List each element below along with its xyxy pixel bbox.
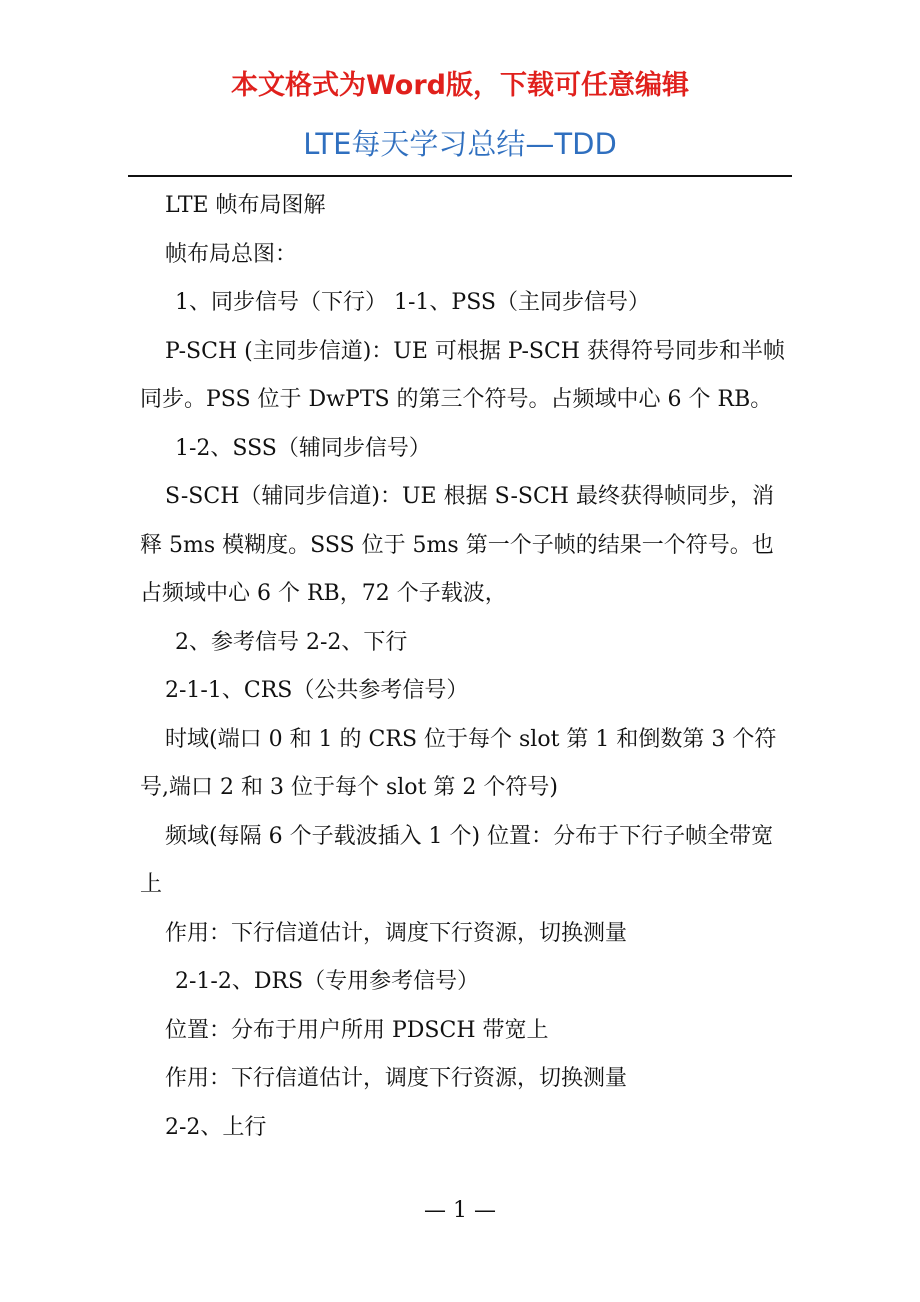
paragraph-14: 作用：下行信道估计，调度下行资源，切换测量 xyxy=(165,1066,628,1091)
paragraph-2: 帧布局总图： xyxy=(165,241,298,267)
paragraph-8: 2-1-1、CRS（公共参考信号） xyxy=(165,678,469,703)
download-banner: 本文格式为Word版，下载可任意编辑 xyxy=(230,70,689,101)
document-title: LTE每天学习总结—TDD xyxy=(303,127,617,161)
paragraph-9: 时域(端口 0 和 1 的 CRS 位于每个 slot 第 1 和倒数第 3 个符号,端口 2 和 3 位于每个 slot 第 2 个符号) xyxy=(140,726,777,800)
paragraph-1: LTE 帧布局图解 xyxy=(165,193,326,218)
document-body xyxy=(140,182,792,1152)
paragraph-15: 2-2、上行 xyxy=(165,1114,267,1140)
paragraph-10: 频域(每隔 6 个子载波插入 1 个) 位置：分布于下行子帧全带宽上 xyxy=(140,823,774,897)
paragraph-12: 2-1-2、DRS（专用参考信号） xyxy=(175,969,480,994)
paragraph-4: P-SCH (主同步信道)：UE 可根据 P-SCH 获得符号同步和半帧同步。PSS 位于 DwPTS 的第三个符号。占频域中心 6 个 RB。 xyxy=(140,338,785,412)
paragraph-5: 1-2、SSS（辅同步信号） xyxy=(175,435,431,461)
paragraph-13: 位置：分布于用户所用 PDSCH 带宽上 xyxy=(165,1017,549,1043)
paragraph-7: 2、参考信号 2-2、下行 xyxy=(175,629,408,655)
paragraph-11: 作用：下行信道估计，调度下行资源，切换测量 xyxy=(165,920,628,946)
title-divider xyxy=(128,175,792,177)
paragraph-6: S-SCH（辅同步信道)：UE 根据 S-SCH 最终获得帧同步，消释 5ms 模糊度。SSS 位于 5ms 第一个子帧的结果一个符号。也占频域中心 6 个 RB，72 个子载波， xyxy=(140,484,774,606)
paragraph-3: 1、同步信号（下行） 1-1、PSS（主同步信号） xyxy=(175,290,650,315)
page-number: — 1 — xyxy=(424,1198,496,1223)
